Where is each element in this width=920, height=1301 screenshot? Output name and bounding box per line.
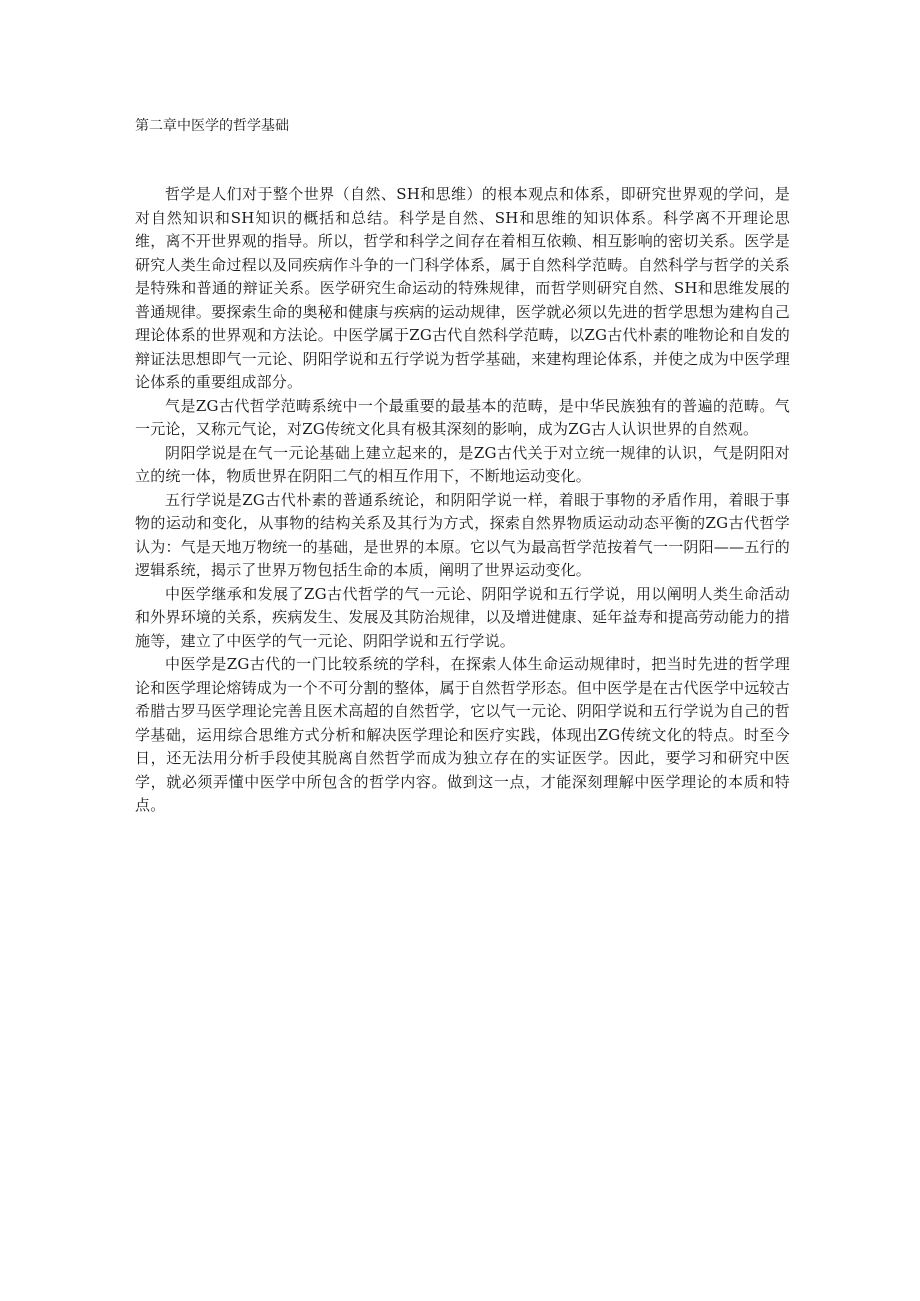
- paragraph-tcm-inheritance: 中医学继承和发展了ZG古代哲学的气一元论、阴阳学说和五行学说，用以阐明人类生命活动和外界环境的关系，疾病发生、发展及其防治规律，以及增进健康、延年益寿和提高劳动能力的措施等，建立了中医学的气一元论、阴阳学说和五行学说。: [135, 584, 790, 650]
- paragraph-tcm-nature: 中医学是ZG古代的一门比较系统的学科，在探索人体生命运动规律时，把当时先进的哲学理论和医学理论熔铸成为一个不可分割的整体，属于自然哲学形态。但中医学是在古代医学中远较古希腊古罗马医学理论完善且医术高超的自然哲学，它以气一元论、阴阳学说和五行学说为自己的哲学基础，运用综合思维方式分析和解决医学理论和医疗实践，体现出ZG传统文化的特点。时至今日，还无法用分析手段使其脱离自然哲学而成为独立存在的实证医学。因此，要学习和研究中医学，就必须弄懂中医学中所包含的哲学内容。做到这一点，才能深刻理解中医学理论的本质和特点。: [135, 655, 790, 814]
- chapter-title: 第二章中医学的哲学基础: [135, 118, 289, 134]
- paragraph-five-elements: 五行学说是ZG古代朴素的普通系统论，和阴阳学说一样，着眼于事物的矛盾作用，着眼于事物的运动和变化，从事物的结构关系及其行为方式，探索自然界物质运动动态平衡的ZG古代哲学认为：气是天地万物统一的基础，是世界的本原。它以气为最高哲学范按着气一一阴阳——五行的逻辑系统，揭示了世界万物包括生命的本质，阐明了世界运动变化。: [135, 490, 790, 579]
- paragraph-yin-yang: 阴阳学说是在气一元论基础上建立起来的，是ZG古代关于对立统一规律的认识，气是阴阳对立的统一体，物质世界在阴阳二气的相互作用下，不断地运动变化。: [135, 443, 790, 485]
- paragraph-philosophy-and-science: 哲学是人们对于整个世界（自然、SH和思维）的根本观点和体系，即研究世界观的学问，是对自然知识和SH知识的概括和总结。科学是自然、SH和思维的知识体系。科学离不开理论思维，离不开世界观的指导。所以，哲学和科学之间存在着相互依赖、相互影响的密切关系。医学是研究人类生命过程以及同疾病作斗争的一门科学体系，属于自然科学范畴。自然科学与哲学的关系是特殊和普通的辩证关系。医学研究生命运动的特殊规律，而哲学则研究自然、SH和思维发展的普通规律。要探索生命的奥秘和健康与疾病的运动规律，医学就必须以先进的哲学思想为建构自己理论体系的世界观和方法论。中医学属于ZG古代自然科学范畴，以ZG古代朴素的唯物论和自发的辩证法思想即气一元论、阴阳学说和五行学说为哲学基础，来建构理论体系，并使之成为中医学理论体系的重要组成部分。: [135, 185, 790, 391]
- body-text: [135, 183, 790, 818]
- paragraph-qi-monism: 气是ZG古代哲学范畴系统中一个最重要的最基本的范畴，是中华民族独有的普遍的范畴。气一元论，又称元气论，对ZG传统文化具有极其深刻的影响，成为ZG古人认识世界的自然观。: [135, 396, 790, 438]
